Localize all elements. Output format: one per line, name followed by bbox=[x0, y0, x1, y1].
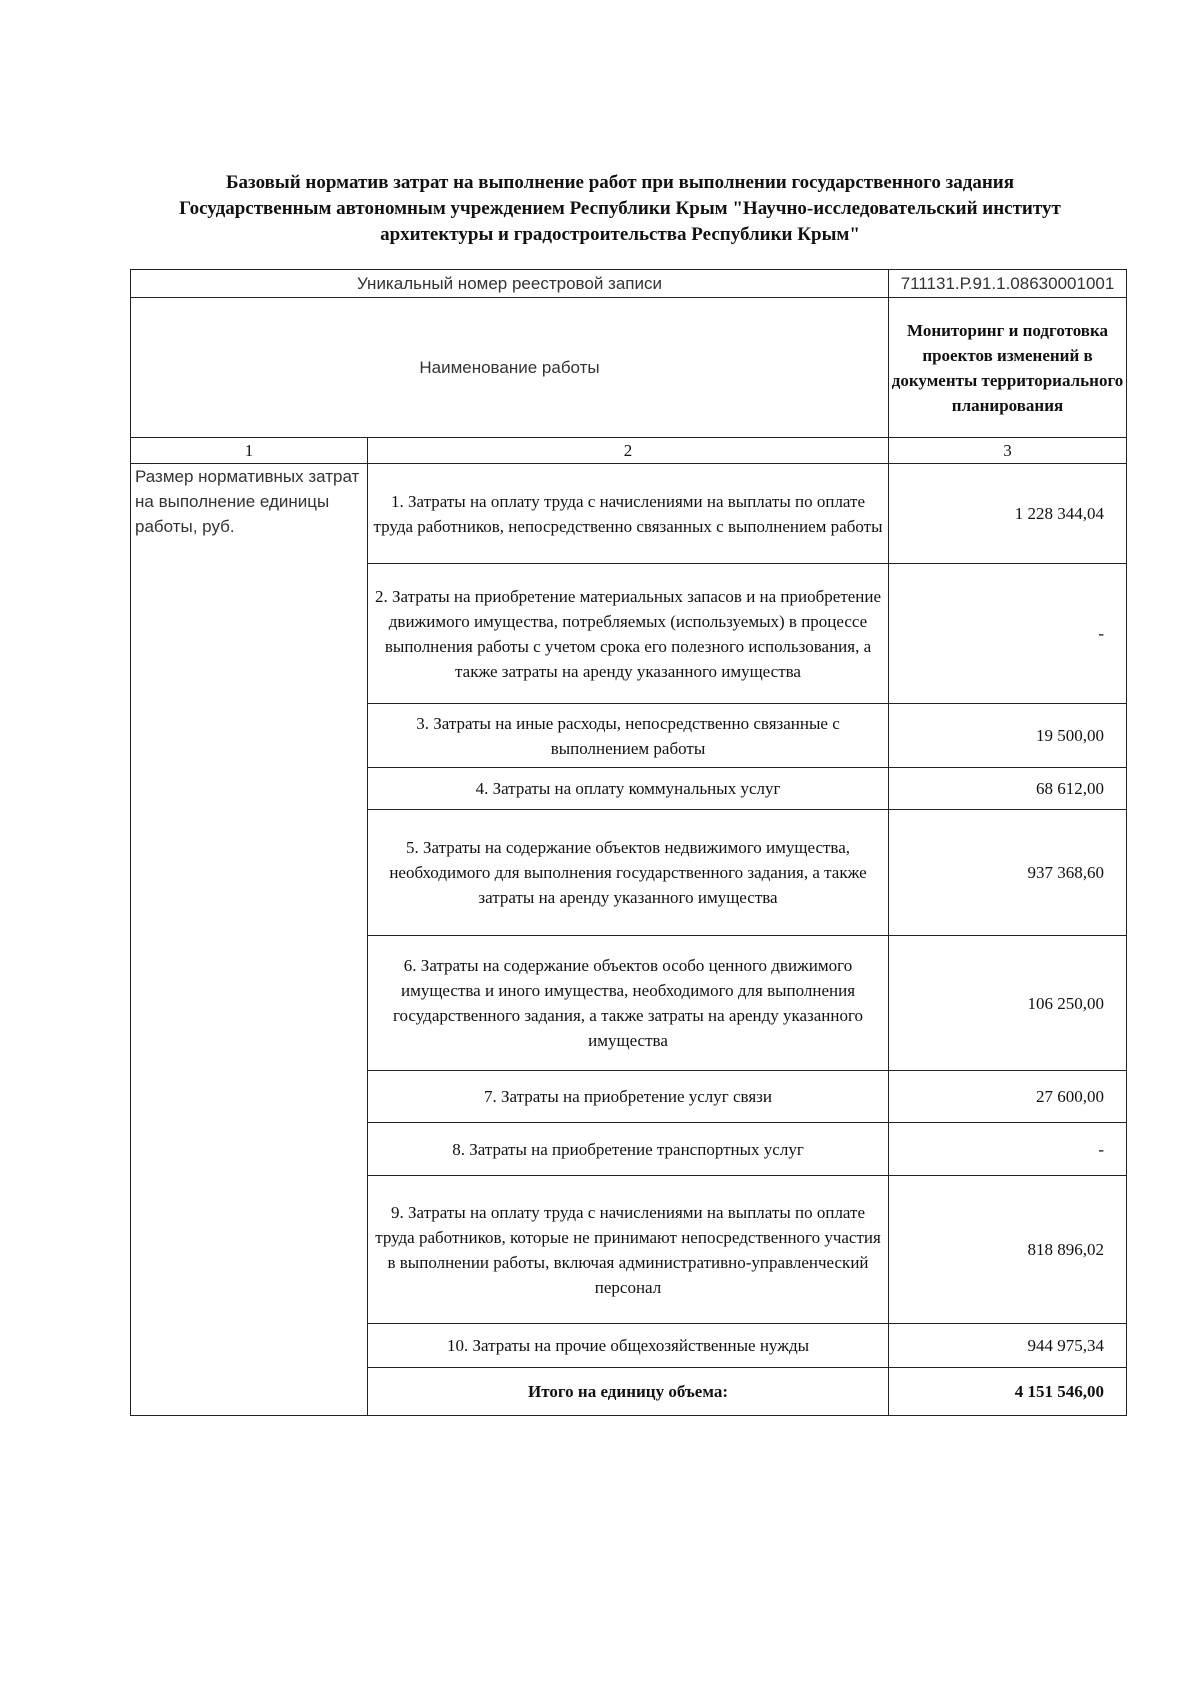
row-value: - bbox=[889, 564, 1127, 704]
title-line-1: Базовый норматив затрат на выполнение работ при выполнении государственного задания bbox=[226, 172, 1014, 193]
column-number-1: 1 bbox=[131, 438, 368, 464]
row-text: 7. Затраты на приобретение услуг связи bbox=[368, 1071, 889, 1123]
row-text: 9. Затраты на оплату труда с начислениями на выплаты по оплате труда работников, которые не принимают непосредственного участия в выполнении работы, включая административно-управленческий персонал bbox=[368, 1176, 889, 1324]
row-text: 5. Затраты на содержание объектов недвижимого имущества, необходимого для выполнения государственного задания, а также затраты на аренду указанного имущества bbox=[368, 810, 889, 936]
column-number-row bbox=[131, 438, 1127, 464]
row-value: 818 896,02 bbox=[889, 1176, 1127, 1324]
column-number-2: 2 bbox=[368, 438, 889, 464]
row-text: 1. Затраты на оплату труда с начислениями на выплаты по оплате труда работников, непосредственно связанных с выполнением работы bbox=[368, 464, 889, 564]
title-line-2: Государственным автономным учреждением Республики Крым "Научно-исследовательский институт bbox=[179, 198, 1061, 219]
column-number-3: 3 bbox=[889, 438, 1127, 464]
row-text: 2. Затраты на приобретение материальных запасов и на приобретение движимого имущества, потребляемых (используемых) в процессе выполнения работы с учетом срока его полезного использования, а также затраты на аренду указанного имущества bbox=[368, 564, 889, 704]
registry-row bbox=[131, 270, 1127, 298]
row-value: - bbox=[889, 1123, 1127, 1176]
row-value: 944 975,34 bbox=[889, 1324, 1127, 1368]
row-text: 8. Затраты на приобретение транспортных услуг bbox=[368, 1123, 889, 1176]
work-name-label: Наименование работы bbox=[131, 298, 889, 438]
table-row bbox=[131, 464, 1127, 564]
row-value: 27 600,00 bbox=[889, 1071, 1127, 1123]
title-line-3: архитектуры и градостроительства Республики Крым" bbox=[380, 224, 860, 245]
cost-norm-table bbox=[130, 269, 1127, 1416]
row-text: 4. Затраты на оплату коммунальных услуг bbox=[368, 768, 889, 810]
row-value: 106 250,00 bbox=[889, 936, 1127, 1071]
row-value: 937 368,60 bbox=[889, 810, 1127, 936]
row-text: 10. Затраты на прочие общехозяйственные нужды bbox=[368, 1324, 889, 1368]
row-text: 6. Затраты на содержание объектов особо ценного движимого имущества и иного имущества, необходимого для выполнения государственного задания, а также затраты на аренду указанного имущества bbox=[368, 936, 889, 1071]
row-group-label: Размер нормативных затрат на выполнение единицы работы, руб. bbox=[131, 464, 368, 1416]
work-name-row bbox=[131, 298, 1127, 438]
row-value: 68 612,00 bbox=[889, 768, 1127, 810]
row-value: 19 500,00 bbox=[889, 704, 1127, 768]
document-title bbox=[130, 170, 1110, 248]
row-text: 3. Затраты на иные расходы, непосредственно связанные с выполнением работы bbox=[368, 704, 889, 768]
total-label: Итого на единицу объема: bbox=[368, 1368, 889, 1416]
row-value: 1 228 344,04 bbox=[889, 464, 1127, 564]
total-value: 4 151 546,00 bbox=[889, 1368, 1127, 1416]
registry-number: 711131.Р.91.1.08630001001 bbox=[889, 270, 1127, 298]
work-name-value: Мониторинг и подготовка проектов изменений в документы территориального планирования bbox=[889, 298, 1127, 438]
registry-label: Уникальный номер реестровой записи bbox=[131, 270, 889, 298]
